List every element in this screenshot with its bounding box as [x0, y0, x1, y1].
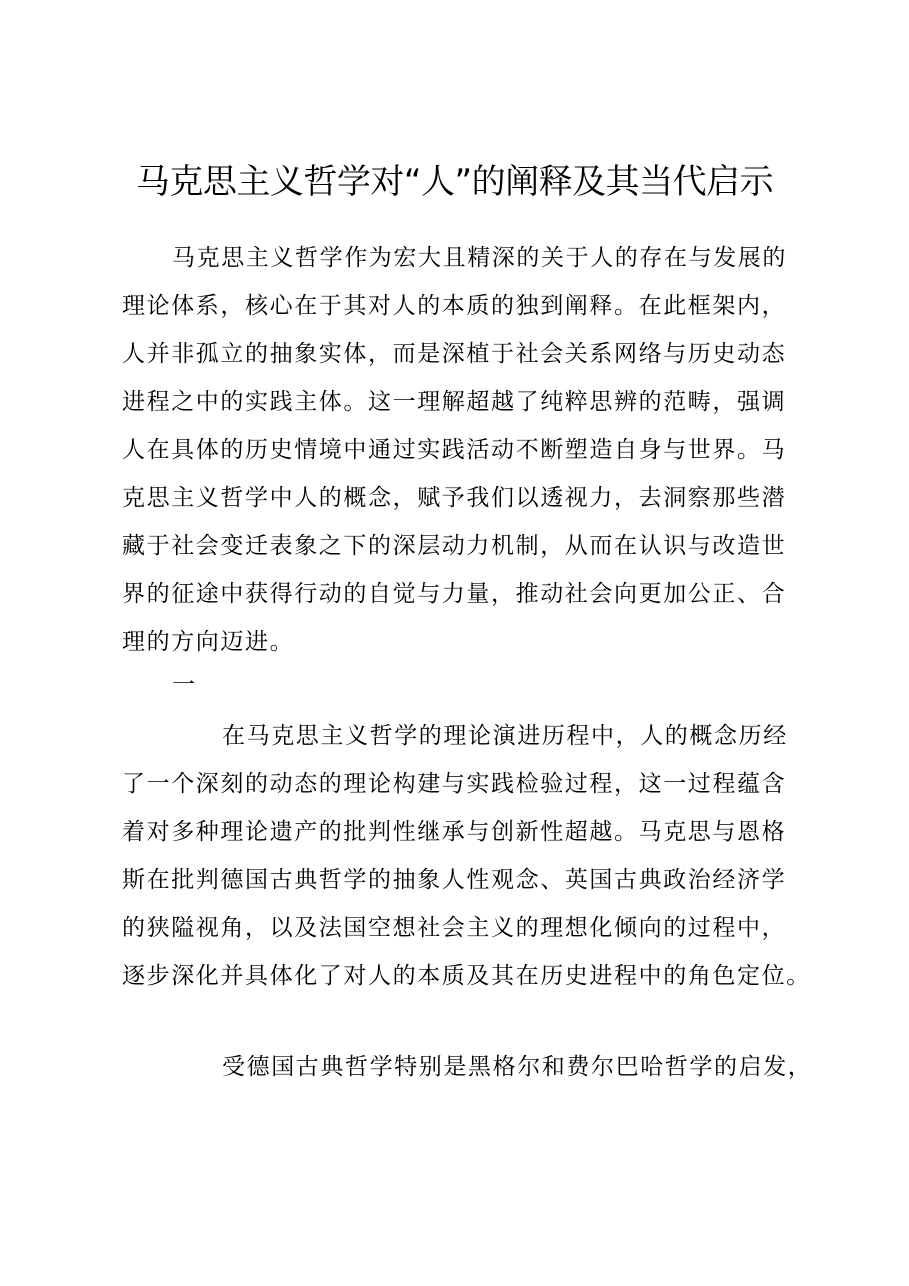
paragraph-line: 逐步深化并具体化了对人的本质及其在历史进程中的角色定位。 — [122, 963, 811, 989]
paragraph-line: 受德国古典哲学特别是黑格尔和费尔巴哈哲学的启发， — [222, 1054, 813, 1080]
intro-paragraph — [122, 234, 802, 666]
next-paragraph — [122, 1043, 822, 1091]
paragraph-line: 藏于社会变迁表象之下的深层动力机制，从而在认识与改造世 — [122, 533, 787, 559]
paragraph-line: 理论体系，核心在于其对人的本质的独到阐释。在此框架内， — [122, 293, 787, 319]
paragraph-line: 理的方向迈进。 — [122, 629, 295, 655]
section-paragraph — [122, 712, 822, 1000]
document-title: 马克思主义哲学对“人”的阐释及其当代启示 — [135, 162, 774, 202]
paragraph-line: 的狭隘视角，以及法国空想社会主义的理想化倾向的过程中， — [122, 915, 787, 941]
paragraph-line: 斯在批判德国古典哲学的抽象人性观念、英国古典政治经济学 — [122, 867, 787, 893]
paragraph-line: 克思主义哲学中人的概念，赋予我们以透视力，去洞察那些潜 — [122, 485, 787, 511]
paragraph-line: 了一个深刻的动态的理论构建与实践检验过程，这一过程蕴含 — [122, 771, 787, 797]
section-number: 一 — [172, 672, 195, 698]
paragraph-line: 人并非孤立的抽象实体，而是深植于社会关系网络与历史动态 — [122, 341, 787, 367]
paragraph-line: 在马克思主义哲学的理论演进历程中，人的概念历经 — [222, 723, 788, 749]
paragraph-line: 着对多种理论遗产的批判性继承与创新性超越。马克思与恩格 — [122, 819, 787, 845]
paragraph-line: 马克思主义哲学作为宏大且精深的关于人的存在与发展的 — [172, 245, 787, 271]
paragraph-line: 人在具体的历史情境中通过实践活动不断塑造自身与世界。马 — [122, 437, 787, 463]
paragraph-line: 进程之中的实践主体。这一理解超越了纯粹思辨的范畴，强调 — [122, 389, 787, 415]
paragraph-line: 界的征途中获得行动的自觉与力量，推动社会向更加公正、合 — [122, 581, 787, 607]
